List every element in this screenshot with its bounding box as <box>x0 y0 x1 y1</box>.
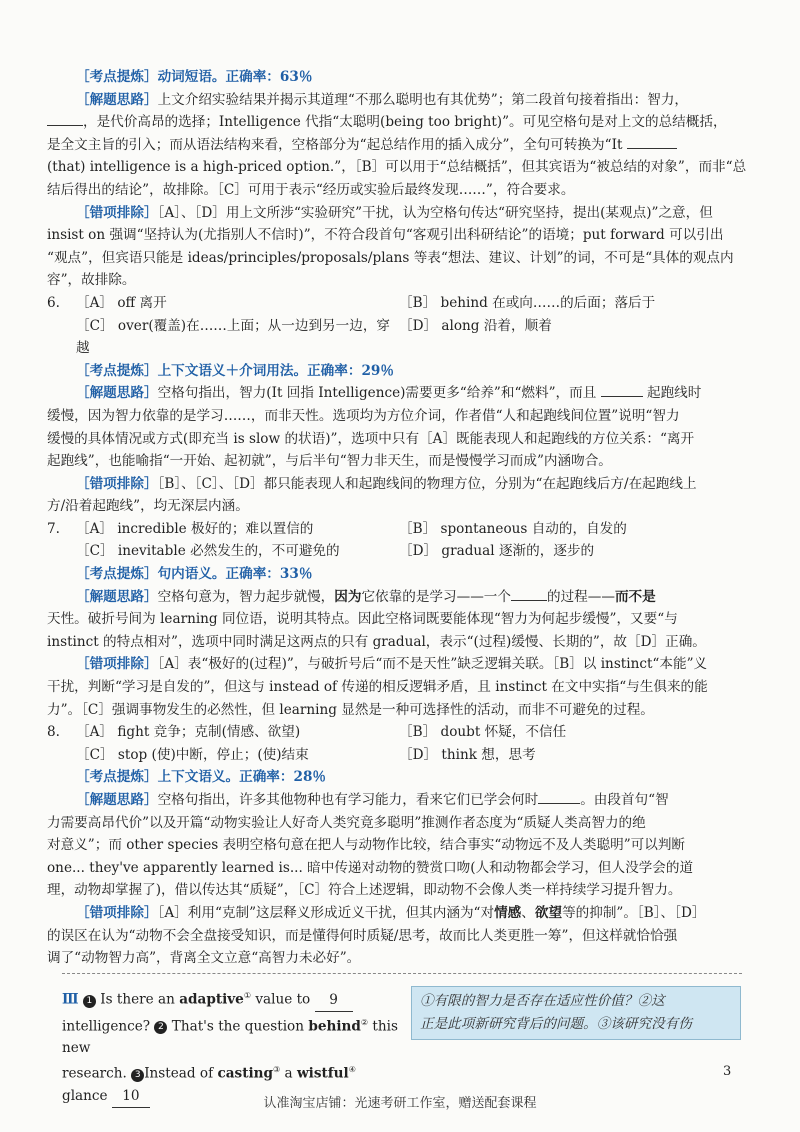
q5-cuoxiang: ［错项排除］［A］、［D］用上文所涉“实验研究”干扰，认为空格句传达“研究坚持，提出(某观点)”之意，但 <box>76 204 713 221</box>
q6-option-d: ［D］ along 沿着，顺着 <box>399 317 552 334</box>
q8-option-d: ［D］ think 想，思考 <box>399 746 536 763</box>
sentence-number-1: 1 <box>83 995 96 1008</box>
footer-text: 认准淘宝店铺：光速考研工作室，赠送配套课程 <box>263 1096 537 1111</box>
blank-10: 10 <box>112 1085 150 1108</box>
section-divider <box>62 973 742 974</box>
page-content: ［考点提炼］动词短语。正确率：63％ ［解题思路］上文介绍实验结果并揭示其道理“不那么聪明也有其优势”；第二段首句接着指出：智力， ，是代价高昂的选择；Intelligence 代指“太聪明(being too bright)”。可见空格句是对上文的总结概括， 是全文主旨的引入；而从语法结构来看，空格部分为“起总结作用的插入成分”，全句可转换为“It (that) intelligence is a high-priced option.”，［B］可以用于“总结概括”，但其宾语为“被总结的对象”，而非“总 结后得出的结论”，故排除。［C］可用于表示“经历或实验后最终发现……”，符合要求。 ［错项排除］［A］、［D］用上文所涉“实验研究”干扰，认为空格句传达“研究坚持，提出(某观点)”之意，但 insist on 强调“坚持认为(尤指别人不信时)”，不符合段首句“客观引出科研结论”的语境；put forward 可以引出 “观点”，但宾语只能是 ideas/principles/proposals/plans 等表“想法、建议、计划”的词，不可是“具体的观点内 容”，故排除。 6. ［A］ off 离开 ［B］ behind 在或向……的后面；落后于 ［C］ over(覆盖)在……上面；从一边到另一边，穿越 ［D］ along 沿着，顺着 ［考点提炼］上下文语义＋介词用法。正确率：29％ ［解题思路］空格句指出，智力(It 回指 Intelligence)需要更多“给养”和“燃料”，而且 起跑线时 缓慢，因为智力依靠的是学习……，而非天性。选项均为方位介词，作者借“人和起跑线间位置”说明“智力 缓慢的具体情况或方式(即充当 is slow 的状语)”，选项中只有［A］既能表现人和起跑线的方位关系：“离开 起跑线”，也能喻指“一开始、起初就”，与后半句“智力非天生，而是慢慢学习而成”内涵吻合。 ［错项排除］［B］、［C］、［D］都只能表现人和起跑线间的物理方位，分别为“在起跑线后方/在起跑线上 方/沿着起跑线”，均无深层内涵。 7. ［A］ incredible 极好的；难以置信的 ［B］ spontaneous 自动的，自发的 ［C］ inevitable 必然发生的，不可避免的 ［D］ gradual 逐渐的，逐步的 ［考点提炼］句内语义。正确率：33％ ［解题思路］空格句意为，智力起步就慢，因为它依靠的是学习——一个 的过程——而不是 天性。破折号间为 learning 同位语，说明其特点。因此空格词既要能体现“智力为何起步缓慢”，又要“与 instinct 的特点相对”，选项中同时满足这两点的只有 gradual，表示“(过程)缓慢、长期的”，故［D］正确。 ［错项排除］［A］表“极好的(过程)”，与破折号后“而不是天性”缺乏逻辑关联。［B］以 instinct“本能”义 干扰，判断“学习是自发的”，但这与 instead of 传递的相反逻辑矛盾，且 instinct 在文中实指“与生俱来的能 力”。［C］强调事物发生的必然性，但 learning 显然是一种可选择性的活动，而非不可避免的过程。 8. ［A］ fight 竞争；克制(情感、欲望) ［B］ doubt 怀疑，不信任 ［C］ stop (使)中断，停止；(使)结束 ［D］ think 想，思考 ［考点提炼］上下文语义。正确率：28％ ［解题思路］空格句指出，许多其他物种也有学习能力，看来它们已学会何时 。由段首句“智 力需要高昂代价”以及开篇“动物实验让人好奇人类究竟多聪明”推测作者态度为“质疑人类高智力的绝 对意义”；而 other species 表明空格句意在把人与动物作比较，结合事实“动物远不及人类聪明”可以判断 one... they've apparently learned is... 暗中传递对动物的赞赏口吻(人和动物都会学习，但人没学会的道 理，动物却掌握了)，借以传达其“质疑”，［C］符合上述逻辑，即动物不会像人类一样持续学习提升智力。 ［错项排除］［A］利用“克制”这层释义形成近义干扰，但其内涵为“对情感、欲望等的抑制”。［B］、［D］ 的误区在认为“动物不会全盘接受知识，而是懂得何时质疑/思考，故而比人类更胜一筹”，但这样就恰恰强 调了“动物智力高”，背离全文立意“高智力未必好”。 <box>47 66 753 970</box>
q6-options-row2 <box>47 315 753 360</box>
q8-option-a: ［A］ fight 竞争；克制(情感、欲望) <box>76 724 301 741</box>
blank <box>601 384 643 397</box>
q8-option-b: ［B］ doubt 怀疑，不信任 <box>399 724 567 741</box>
q8-options-row2 <box>47 744 753 767</box>
sentence-number-3: 3 <box>131 1069 144 1082</box>
q7-option-b: ［B］ spontaneous 自动的，自发的 <box>399 520 627 537</box>
q8-option-c: ［C］ stop (使)中断，停止；(使)结束 <box>76 746 309 763</box>
q6-jieti: ［解题思路］空格句指出，智力(It 回指 Intelligence)需要更多“给养”和“燃料”，而且 起跑线时 <box>76 385 702 402</box>
q7-option-c: ［C］ inevitable 必然发生的，不可避免的 <box>76 543 340 560</box>
q7-jieti: ［解题思路］空格句意为，智力起步就慢，因为它依靠的是学习——一个 的过程——而不是 <box>76 588 656 605</box>
blank <box>538 791 580 804</box>
translation-box: ①有限的智力是否存在适应性价值？②这 正是此项新研究背后的问题。③该研究没有伤 <box>411 986 741 1040</box>
q6-option-a: ［A］ off 离开 <box>76 294 167 311</box>
q7-options-row2 <box>47 540 753 563</box>
q7-option-d: ［D］ gradual 逐渐的，逐步的 <box>399 543 595 560</box>
q5-jieti: ［解题思路］上文介绍实验结果并揭示其道理“不那么聪明也有其优势”；第二段首句接着指出：智力， <box>76 91 689 108</box>
q5-kaodian: ［考点提炼］动词短语。正确率：63％ <box>76 69 313 85</box>
blank-9: 9 <box>315 989 353 1012</box>
blank <box>627 136 677 149</box>
q6-option-b: ［B］ behind 在或向……的后面；落后于 <box>399 294 656 311</box>
section-roman-numeral: Ⅲ <box>62 991 79 1008</box>
q7-options-row1: 7. ［A］ incredible 极好的；难以置信的 ［B］ spontaneous 自动的，自发的 <box>47 518 753 541</box>
sentence-number-2: 2 <box>154 1021 167 1034</box>
q6-kaodian: ［考点提炼］上下文语义＋介词用法。正确率：29％ <box>76 362 394 379</box>
page-number: 3 <box>723 1064 732 1079</box>
q8-options-row1: 8. ［A］ fight 竞争；克制(情感、欲望) ［B］ doubt 怀疑，不信任 <box>47 721 753 744</box>
q6-option-c: ［C］ over(覆盖)在……上面；从一边到另一边，穿越 <box>76 317 391 357</box>
q7-cuoxiang: ［错项排除］［A］表“极好的(过程)”，与破折号后“而不是天性”缺乏逻辑关联。［B］以 instinct“本能”义 <box>76 656 708 673</box>
q8-jieti: ［解题思路］空格句指出，许多其他物种也有学习能力，看来它们已学会何时 。由段首句“智 <box>76 792 669 808</box>
q8-kaodian: ［考点提炼］上下文语义。正确率：28％ <box>76 769 327 786</box>
q8-cuoxiang: ［错项排除］［A］利用“克制”这层释义形成近义干扰，但其内涵为“对情感、欲望等的抑制”。［B］、［D］ <box>76 904 706 921</box>
q7-option-a: ［A］ incredible 极好的；难以置信的 <box>76 520 314 537</box>
q7-kaodian: ［考点提炼］句内语义。正确率：33％ <box>76 566 313 583</box>
blank <box>47 113 83 126</box>
q6-options-row1: 6. ［A］ off 离开 ［B］ behind 在或向……的后面；落后于 <box>47 292 753 315</box>
q6-cuoxiang: ［错项排除］［B］、［C］、［D］都只能表现人和起跑线间的物理方位，分别为“在起跑线后方/在起跑线上 <box>76 475 697 492</box>
blank <box>511 588 547 601</box>
example-passage: Ⅲ 1 Is there an adaptive① value to 9 intelligence? 2 That's the question behind② this new research. 3 Instead of casting③ a wistful④ glance 10 <box>62 985 402 1108</box>
